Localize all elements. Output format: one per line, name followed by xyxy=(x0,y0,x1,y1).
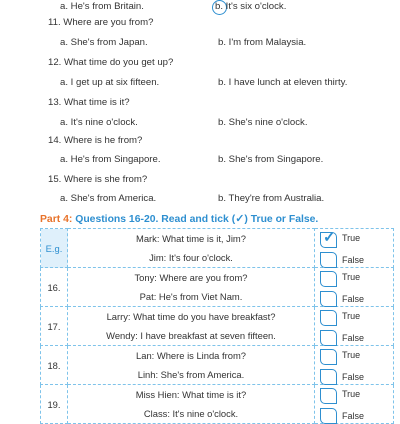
q11-option-a: a. She's from Japan. xyxy=(60,37,148,48)
q14-option-b: b. She's from Singapore. xyxy=(218,154,324,165)
q10-option-a: a. He's from Britain. xyxy=(60,1,144,12)
true-label: True xyxy=(342,272,361,282)
q10-option-b: b. It's six o'clock. xyxy=(215,1,287,12)
answer-cell xyxy=(315,385,394,424)
q13-option-b: b. She's nine o'clock. xyxy=(218,117,308,128)
true-checkbox[interactable] xyxy=(320,310,337,326)
true-checkbox[interactable] xyxy=(320,271,337,287)
check-icon: ✓ xyxy=(323,229,336,246)
true-checkbox[interactable] xyxy=(320,388,337,404)
false-label: False xyxy=(342,255,365,265)
table-row xyxy=(41,385,394,424)
dialogue-line-1: Larry: What time do you have breakfast? xyxy=(106,311,276,322)
dialogue-line-2: Linh: She's from America. xyxy=(137,369,245,380)
q11-option-b: b. I'm from Malaysia. xyxy=(218,37,307,48)
part4-title-end: ) True or False. xyxy=(244,214,319,225)
part4-heading xyxy=(40,212,318,225)
answer-cell xyxy=(315,307,394,346)
dialogue-cell xyxy=(68,229,315,268)
dialogue-line-1: Tony: Where are you from? xyxy=(134,272,248,283)
dialogue-line-2: Pat: He's from Viet Nam. xyxy=(139,291,243,302)
table-row xyxy=(41,229,394,268)
q13-question: 13. What time is it? xyxy=(48,97,130,108)
true-label: True xyxy=(342,389,361,399)
dialogue-line-1: Lan: Where is Linda from? xyxy=(136,350,246,361)
true-label: True xyxy=(342,350,361,360)
table-row xyxy=(41,346,394,385)
true-checkbox[interactable] xyxy=(320,229,337,248)
table-row xyxy=(41,307,394,346)
false-label: False xyxy=(342,333,365,343)
dialogue-line-2: Jim: It's four o'clock. xyxy=(149,252,233,263)
row-number: 18. xyxy=(41,346,68,385)
false-checkbox[interactable] xyxy=(320,330,337,346)
q12-option-b: b. I have lunch at eleven thirty. xyxy=(218,77,348,88)
q15-option-b: b. They're from Australia. xyxy=(218,193,325,204)
table-row xyxy=(41,268,394,307)
q12-question: 12. What time do you get up? xyxy=(48,57,174,68)
row-number: E.g. xyxy=(41,229,68,268)
answer-cell xyxy=(315,268,394,307)
true-label: True xyxy=(342,311,361,321)
q14-question: 14. Where is he from? xyxy=(48,135,143,146)
dialogue-cell xyxy=(68,346,315,385)
false-checkbox[interactable] xyxy=(320,291,337,307)
tick-icon: ✓ xyxy=(235,213,245,225)
true-false-table xyxy=(40,228,394,424)
false-checkbox[interactable] xyxy=(320,252,337,268)
q13-option-a: a. It's nine o'clock. xyxy=(60,117,138,128)
q15-question: 15. Where is she from? xyxy=(48,174,148,185)
dialogue-line-2: Wendy: I have breakfast at seven fifteen. xyxy=(106,330,276,341)
answer-cell xyxy=(315,229,394,268)
false-label: False xyxy=(342,372,365,382)
false-label: False xyxy=(342,294,365,304)
row-number: 19. xyxy=(41,385,68,424)
q11-question: 11. Where are you from? xyxy=(48,17,154,28)
true-checkbox[interactable] xyxy=(320,349,337,365)
part4-title: Questions 16-20. Read and tick ( xyxy=(72,214,236,225)
dialogue-cell xyxy=(68,307,315,346)
q15-option-a: a. She's from America. xyxy=(60,193,157,204)
row-number: 16. xyxy=(41,268,68,307)
true-label: True xyxy=(342,233,361,243)
q12-option-a: a. I get up at six fifteen. xyxy=(60,77,160,88)
dialogue-line-1: Mark: What time is it, Jim? xyxy=(136,233,246,244)
false-label: False xyxy=(342,411,365,421)
row-number: 17. xyxy=(41,307,68,346)
dialogue-cell xyxy=(68,268,315,307)
false-checkbox[interactable] xyxy=(320,369,337,385)
answer-cell xyxy=(315,346,394,385)
dialogue-line-2: Class: It's nine o'clock. xyxy=(143,408,239,419)
dialogue-cell xyxy=(68,385,315,424)
q14-option-a: a. He's from Singapore. xyxy=(60,154,161,165)
false-checkbox[interactable] xyxy=(320,408,337,424)
dialogue-line-1: Miss Hien: What time is it? xyxy=(135,389,247,400)
part4-label: Part 4: xyxy=(40,214,73,225)
